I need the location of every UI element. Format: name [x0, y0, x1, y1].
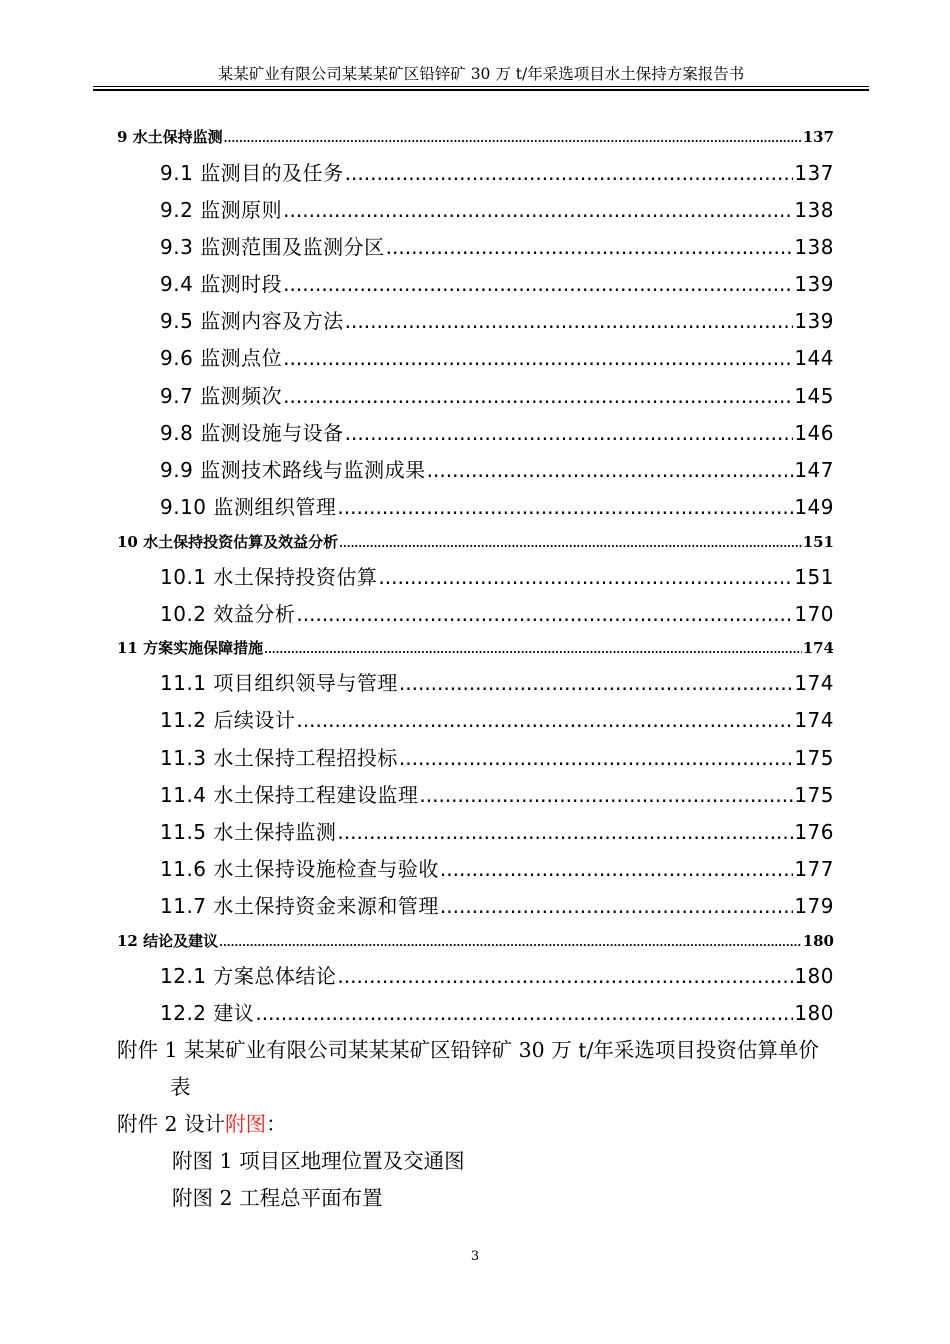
toc-leader-dots — [219, 936, 802, 949]
toc-page-number: 179 — [794, 894, 834, 918]
toc-leader-dots — [419, 783, 793, 807]
toc-section-entry[interactable] — [160, 157, 834, 186]
toc-entry-title: 11 方案实施保障措施 — [117, 639, 264, 657]
toc-page-number: 170 — [794, 602, 834, 626]
attachment-2-suffix: ： — [266, 1112, 287, 1136]
toc-entry-title: 11.5 水土保持监测 — [160, 820, 337, 844]
toc-section-entry[interactable] — [160, 380, 834, 409]
toc-entry-title: 11.3 水土保持工程招投标 — [160, 746, 398, 770]
toc-page-number: 176 — [794, 820, 834, 844]
toc-leader-dots — [345, 421, 794, 445]
toc-entry-title: 9.2 监测原则 — [160, 198, 283, 222]
attachment-2 — [117, 1107, 287, 1137]
toc-entry-title: 9.1 监测目的及任务 — [160, 161, 344, 185]
toc-leader-dots — [264, 643, 802, 656]
toc-section-entry[interactable] — [160, 890, 834, 919]
toc-section-entry[interactable] — [160, 960, 834, 989]
toc-entry-title: 11.4 水土保持工程建设监理 — [160, 783, 419, 807]
toc-section-entry[interactable] — [160, 268, 834, 297]
toc-leader-dots — [255, 1001, 793, 1025]
toc-page-number: 139 — [794, 272, 834, 296]
toc-leader-dots — [337, 495, 793, 519]
toc-section-entry[interactable] — [160, 231, 834, 260]
toc-entry-title: 12 结论及建议 — [117, 932, 219, 950]
toc-leader-dots — [440, 894, 793, 918]
toc-section-entry[interactable] — [160, 305, 834, 334]
toc-leader-dots — [339, 537, 802, 550]
toc-leader-dots — [337, 820, 793, 844]
toc-page-number: 180 — [802, 932, 834, 950]
figure-1: 附图 1 项目区地理位置及交通图 — [172, 1149, 465, 1173]
toc-page-number: 144 — [794, 346, 834, 370]
toc-leader-dots — [399, 746, 793, 770]
toc-section-entry[interactable] — [160, 779, 834, 808]
toc-chapter-entry[interactable] — [117, 126, 834, 147]
toc-leader-dots — [296, 602, 793, 626]
page-number: 3 — [470, 1249, 480, 1264]
toc-page-number: 175 — [794, 746, 834, 770]
toc-leader-dots — [283, 198, 793, 222]
toc-entry-title: 10 水土保持投资估算及效益分析 — [117, 533, 339, 551]
toc-leader-dots — [378, 565, 793, 589]
toc-leader-dots — [345, 309, 794, 333]
toc-entry-title: 9.5 监测内容及方法 — [160, 309, 344, 333]
toc-chapter-entry[interactable] — [117, 531, 834, 552]
toc-section-entry[interactable] — [160, 491, 834, 520]
toc-page-number: 139 — [794, 309, 834, 333]
toc-leader-dots — [337, 964, 793, 988]
toc-page-number: 146 — [794, 421, 834, 445]
toc-page-number: 151 — [802, 533, 834, 551]
toc-chapter-entry[interactable] — [117, 637, 834, 658]
toc-entry-title: 11.1 项目组织领导与管理 — [160, 671, 398, 695]
toc-page-number: 137 — [794, 161, 834, 185]
toc-leader-dots — [296, 708, 793, 732]
toc-chapter-entry[interactable] — [117, 930, 834, 951]
attachment-1-line-1: 附件 1 某某矿业有限公司某某某矿区铅锌矿 30 万 t/年采选项目投资估算单价 — [117, 1038, 819, 1062]
toc-leader-dots — [427, 458, 794, 482]
toc-leader-dots — [283, 346, 793, 370]
toc-entry-title: 11.7 水土保持资金来源和管理 — [160, 894, 439, 918]
toc-entry-title: 9.6 监测点位 — [160, 346, 283, 370]
toc-page-number: 175 — [794, 783, 834, 807]
toc-entry-title: 12.1 方案总体结论 — [160, 964, 337, 988]
toc-section-entry[interactable] — [160, 194, 834, 223]
header-rule-thick — [93, 89, 869, 91]
toc-leader-dots — [224, 132, 802, 145]
toc-section-entry[interactable] — [160, 417, 834, 446]
toc-page-number: 138 — [794, 198, 834, 222]
toc-section-entry[interactable] — [160, 704, 834, 733]
toc-page-number: 174 — [802, 639, 834, 657]
attachment-2-highlight: 附图 — [225, 1112, 267, 1136]
toc-leader-dots — [399, 671, 793, 695]
header-rule-thin — [93, 86, 869, 87]
toc-page-number: 149 — [794, 495, 834, 519]
toc-page-number: 147 — [794, 458, 834, 482]
toc-leader-dots — [283, 272, 793, 296]
toc-section-entry[interactable] — [160, 997, 834, 1026]
toc-entry-title: 9.9 监测技术路线与监测成果 — [160, 458, 426, 482]
toc-section-entry[interactable] — [160, 742, 834, 771]
toc-entry-title: 9.10 监测组织管理 — [160, 495, 337, 519]
document-header: 某某矿业有限公司某某某矿区铅锌矿 30 万 t/年采选项目水土保持方案报告书 — [217, 65, 745, 83]
toc-leader-dots — [440, 857, 793, 881]
figure-2: 附图 2 工程总平面布置 — [172, 1186, 383, 1210]
toc-entry-title: 9.4 监测时段 — [160, 272, 283, 296]
toc-entry-title: 10.1 水土保持投资估算 — [160, 565, 378, 589]
toc-section-entry[interactable] — [160, 342, 834, 371]
toc-section-entry[interactable] — [160, 454, 834, 483]
toc-page-number: 177 — [794, 857, 834, 881]
toc-section-entry[interactable] — [160, 598, 834, 627]
toc-entry-title: 9 水土保持监测 — [117, 128, 223, 146]
toc-section-entry[interactable] — [160, 853, 834, 882]
toc-page-number: 138 — [794, 235, 834, 259]
toc-entry-title: 9.7 监测频次 — [160, 384, 283, 408]
toc-entry-title: 9.8 监测设施与设备 — [160, 421, 344, 445]
toc-entry-title: 11.2 后续设计 — [160, 708, 296, 732]
toc-entry-title: 9.3 监测范围及监测分区 — [160, 235, 385, 259]
toc-entry-title: 10.2 效益分析 — [160, 602, 296, 626]
toc-page-number: 174 — [794, 671, 834, 695]
toc-page-number: 180 — [794, 964, 834, 988]
toc-entry-title: 11.6 水土保持设施检查与验收 — [160, 857, 439, 881]
toc-page-number: 180 — [794, 1001, 834, 1025]
toc-page-number: 137 — [802, 128, 834, 146]
toc-page-number: 174 — [794, 708, 834, 732]
toc-section-entry[interactable] — [160, 816, 834, 845]
toc-entry-title: 12.2 建议 — [160, 1001, 255, 1025]
attachment-2-prefix: 附件 2 设计 — [117, 1112, 226, 1136]
toc-leader-dots — [345, 161, 794, 185]
toc-page-number: 145 — [794, 384, 834, 408]
attachment-1-line-2: 表 — [170, 1075, 191, 1099]
toc-leader-dots — [283, 384, 793, 408]
toc-section-entry[interactable] — [160, 667, 834, 696]
toc-section-entry[interactable] — [160, 561, 834, 590]
toc-leader-dots — [386, 235, 794, 259]
toc-page-number: 151 — [794, 565, 834, 589]
